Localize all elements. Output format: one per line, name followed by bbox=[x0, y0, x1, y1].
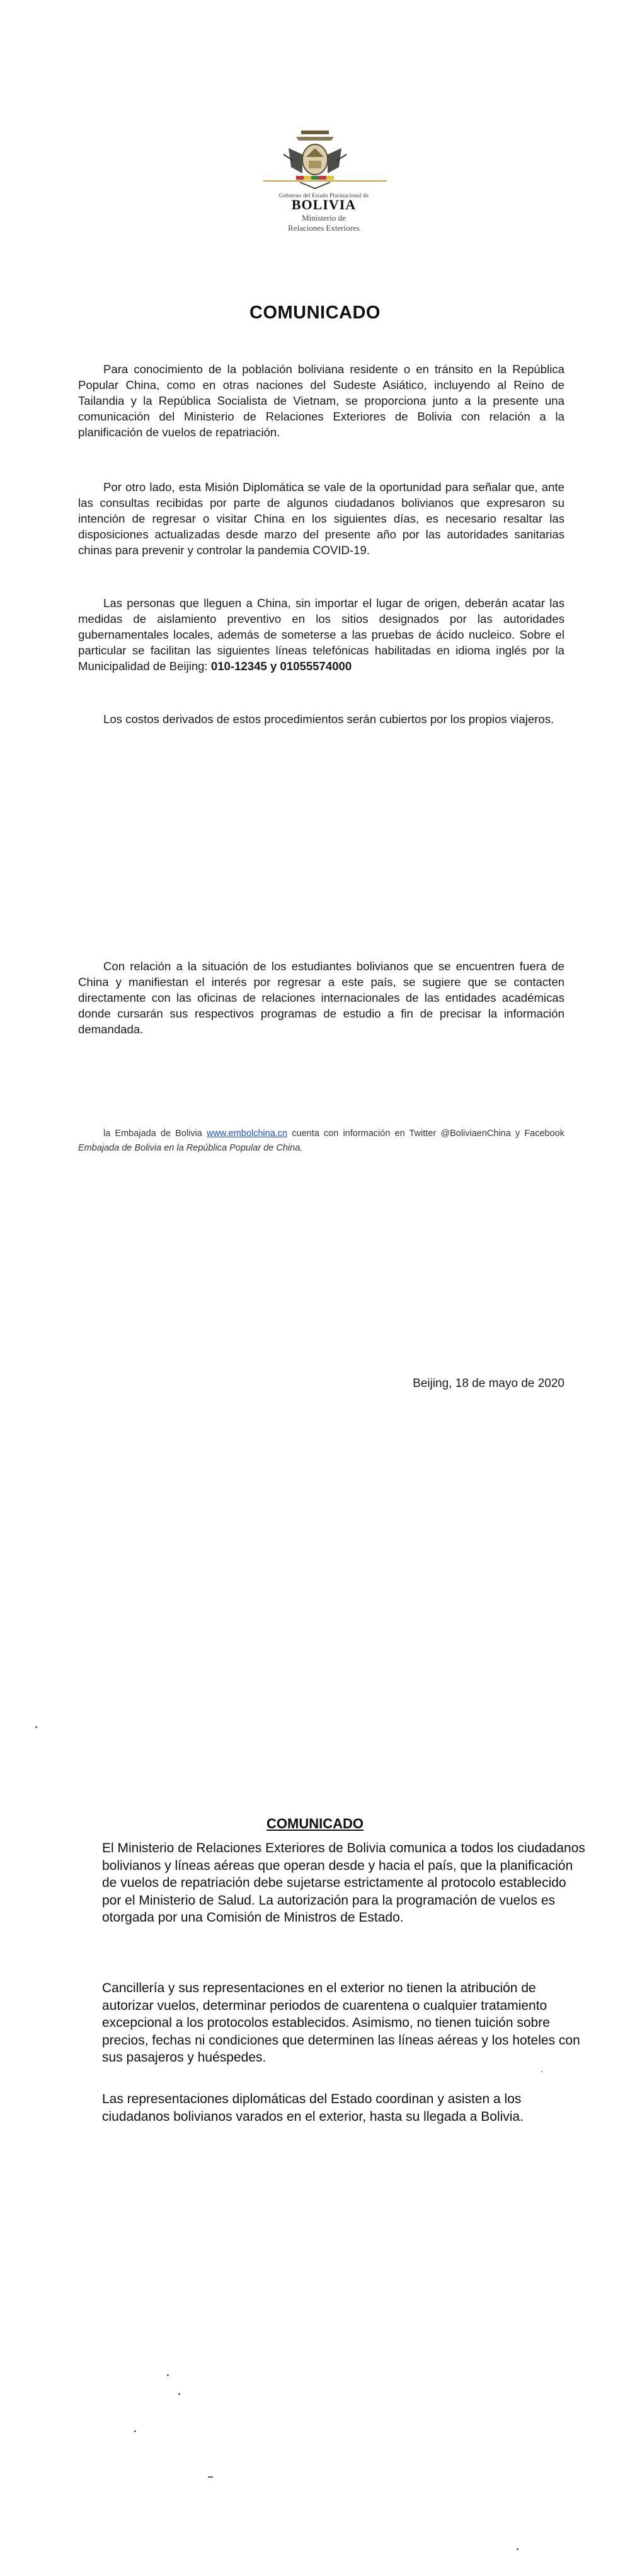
communique-1-paragraph-4 bbox=[78, 711, 564, 727]
scan-speck bbox=[35, 1726, 37, 1728]
contact-footnote bbox=[78, 1127, 564, 1156]
embassy-website-link[interactable]: www.embolchina.cn bbox=[206, 1128, 288, 1139]
paragraph-text: Cancillería y sus representaciones en el exterior no tienen la atribución de autorizar vuelos, determinar periodos de cuarentena o cualquier tratamiento excepcional a los protocolos establecidos. Asimismo, no tienen tuición sobre precios, fechas ni condiciones que determinen las líneas aéreas y los hoteles con sus pasajeros y huéspedes. bbox=[102, 1981, 580, 2065]
ministry-name bbox=[259, 213, 389, 233]
paragraph-text: Para conocimiento de la población boliviana residente o en tránsito en la República Popular China, como en otras naciones del Sudeste Asiático, incluyendo al Reino de Tailandia y la República Socialista de Vietnam, se proporciona junto a la presente una comunicación del Ministerio de Relaciones Exteriores de Bolivia con relación a la planificación de vuelos de repatriación. bbox=[78, 363, 564, 439]
scan-speck bbox=[134, 2430, 136, 2432]
scan-speck bbox=[167, 2374, 169, 2376]
communique-2-paragraph-2 bbox=[102, 1980, 587, 2067]
paragraph-3-text: Las personas que lleguen a China, sin importar el lugar de origen, deberán acatar las medidas de aislamiento preventivo en los sitios designados por las autoridades gubernamentales locales, además de someterse a las pruebas de ácido nucleico. Sobre el particular se facilitan las siguientes líneas telefónicas habilitadas en idioma inglés por la Municipalidad de Beijing: bbox=[78, 596, 564, 673]
footnote-text-a: la Embajada de Bolivia bbox=[103, 1128, 202, 1139]
ministry-line-1: Ministerio de bbox=[302, 213, 346, 223]
country-name: BOLIVIA bbox=[291, 197, 357, 212]
footnote-facebook-page: Embajada de Bolivia en la República Popular de China. bbox=[78, 1143, 303, 1153]
scan-speck bbox=[208, 2476, 213, 2478]
bolivia-coat-of-arms-logo bbox=[277, 129, 353, 192]
communique-2-paragraph-3 bbox=[102, 2091, 587, 2125]
communique-1-paragraph-5 bbox=[78, 958, 564, 1037]
communique-2-paragraph-1 bbox=[102, 1840, 587, 1927]
scan-speck bbox=[178, 2393, 180, 2395]
footnote-text-b: cuenta con información en Twitter @BoliviaenChina y Facebook bbox=[292, 1128, 565, 1139]
scan-speck bbox=[541, 2071, 542, 2072]
communique-2-title: COMUNICADO bbox=[266, 1816, 364, 1831]
paragraph-text: Las representaciones diplomáticas del Estado coordinan y asisten a los ciudadanos bolivianos varados en el exterior, hasta su llegada a Bolivia. bbox=[102, 2092, 524, 2124]
communique-1-paragraph-1 bbox=[78, 361, 564, 440]
place-and-date: Beijing, 18 de mayo de 2020 bbox=[413, 1377, 564, 1390]
phone-numbers: 010-12345 y 01055574000 bbox=[210, 659, 352, 673]
header-gold-rule bbox=[263, 180, 387, 182]
scan-speck bbox=[517, 2548, 518, 2550]
communique-1-title: COMUNICADO bbox=[249, 303, 381, 323]
paragraph-text: El Ministerio de Relaciones Exteriores de Bolivia comunica a todos los ciudadanos bolivianos y líneas aéreas que operan desde y hacia el país, que la planificación de vuelos de repatriación debe sujetarse estrictamente al protocolo establecido por el Ministerio de Salud. La autorización para la programación de vuelos es otorgada por una Comisión de Ministros de Estado. bbox=[102, 1841, 585, 1925]
ministry-line-2: Relaciones Exteriores bbox=[288, 223, 360, 233]
paragraph-text: Con relación a la situación de los estudiantes bolivianos que se encuentren fuera de China y manifiestan el interés por regresar a este país, se sugiere que se contacten directamente con las oficinas de relaciones internacionales de las entidades académicas donde cursarán sus respectivos programas de estudio a fin de precisar la información demandada. bbox=[78, 960, 564, 1036]
paragraph-text: Por otro lado, esta Misión Diplomática se vale de la oportunidad para señalar que, ante las consultas recibidas por parte de algunos ciudadanos bolivianos que expresaron su intención de regresar o visitar China en los siguientes días, es necesario resaltar las disposiciones actualizadas desde marzo del presente año por las autoridades sanitarias chinas para prevenir y controlar la pandemia COVID-19. bbox=[78, 480, 564, 557]
communique-1-paragraph-3 bbox=[78, 595, 564, 674]
paragraph-text: Los costos derivados de estos procedimientos serán cubiertos por los propios viajeros. bbox=[103, 712, 554, 726]
communique-1-paragraph-2 bbox=[78, 479, 564, 558]
paragraph-text bbox=[78, 595, 564, 674]
gov-line-text: Gobierno del Estado Plurinacional de bbox=[278, 192, 369, 199]
